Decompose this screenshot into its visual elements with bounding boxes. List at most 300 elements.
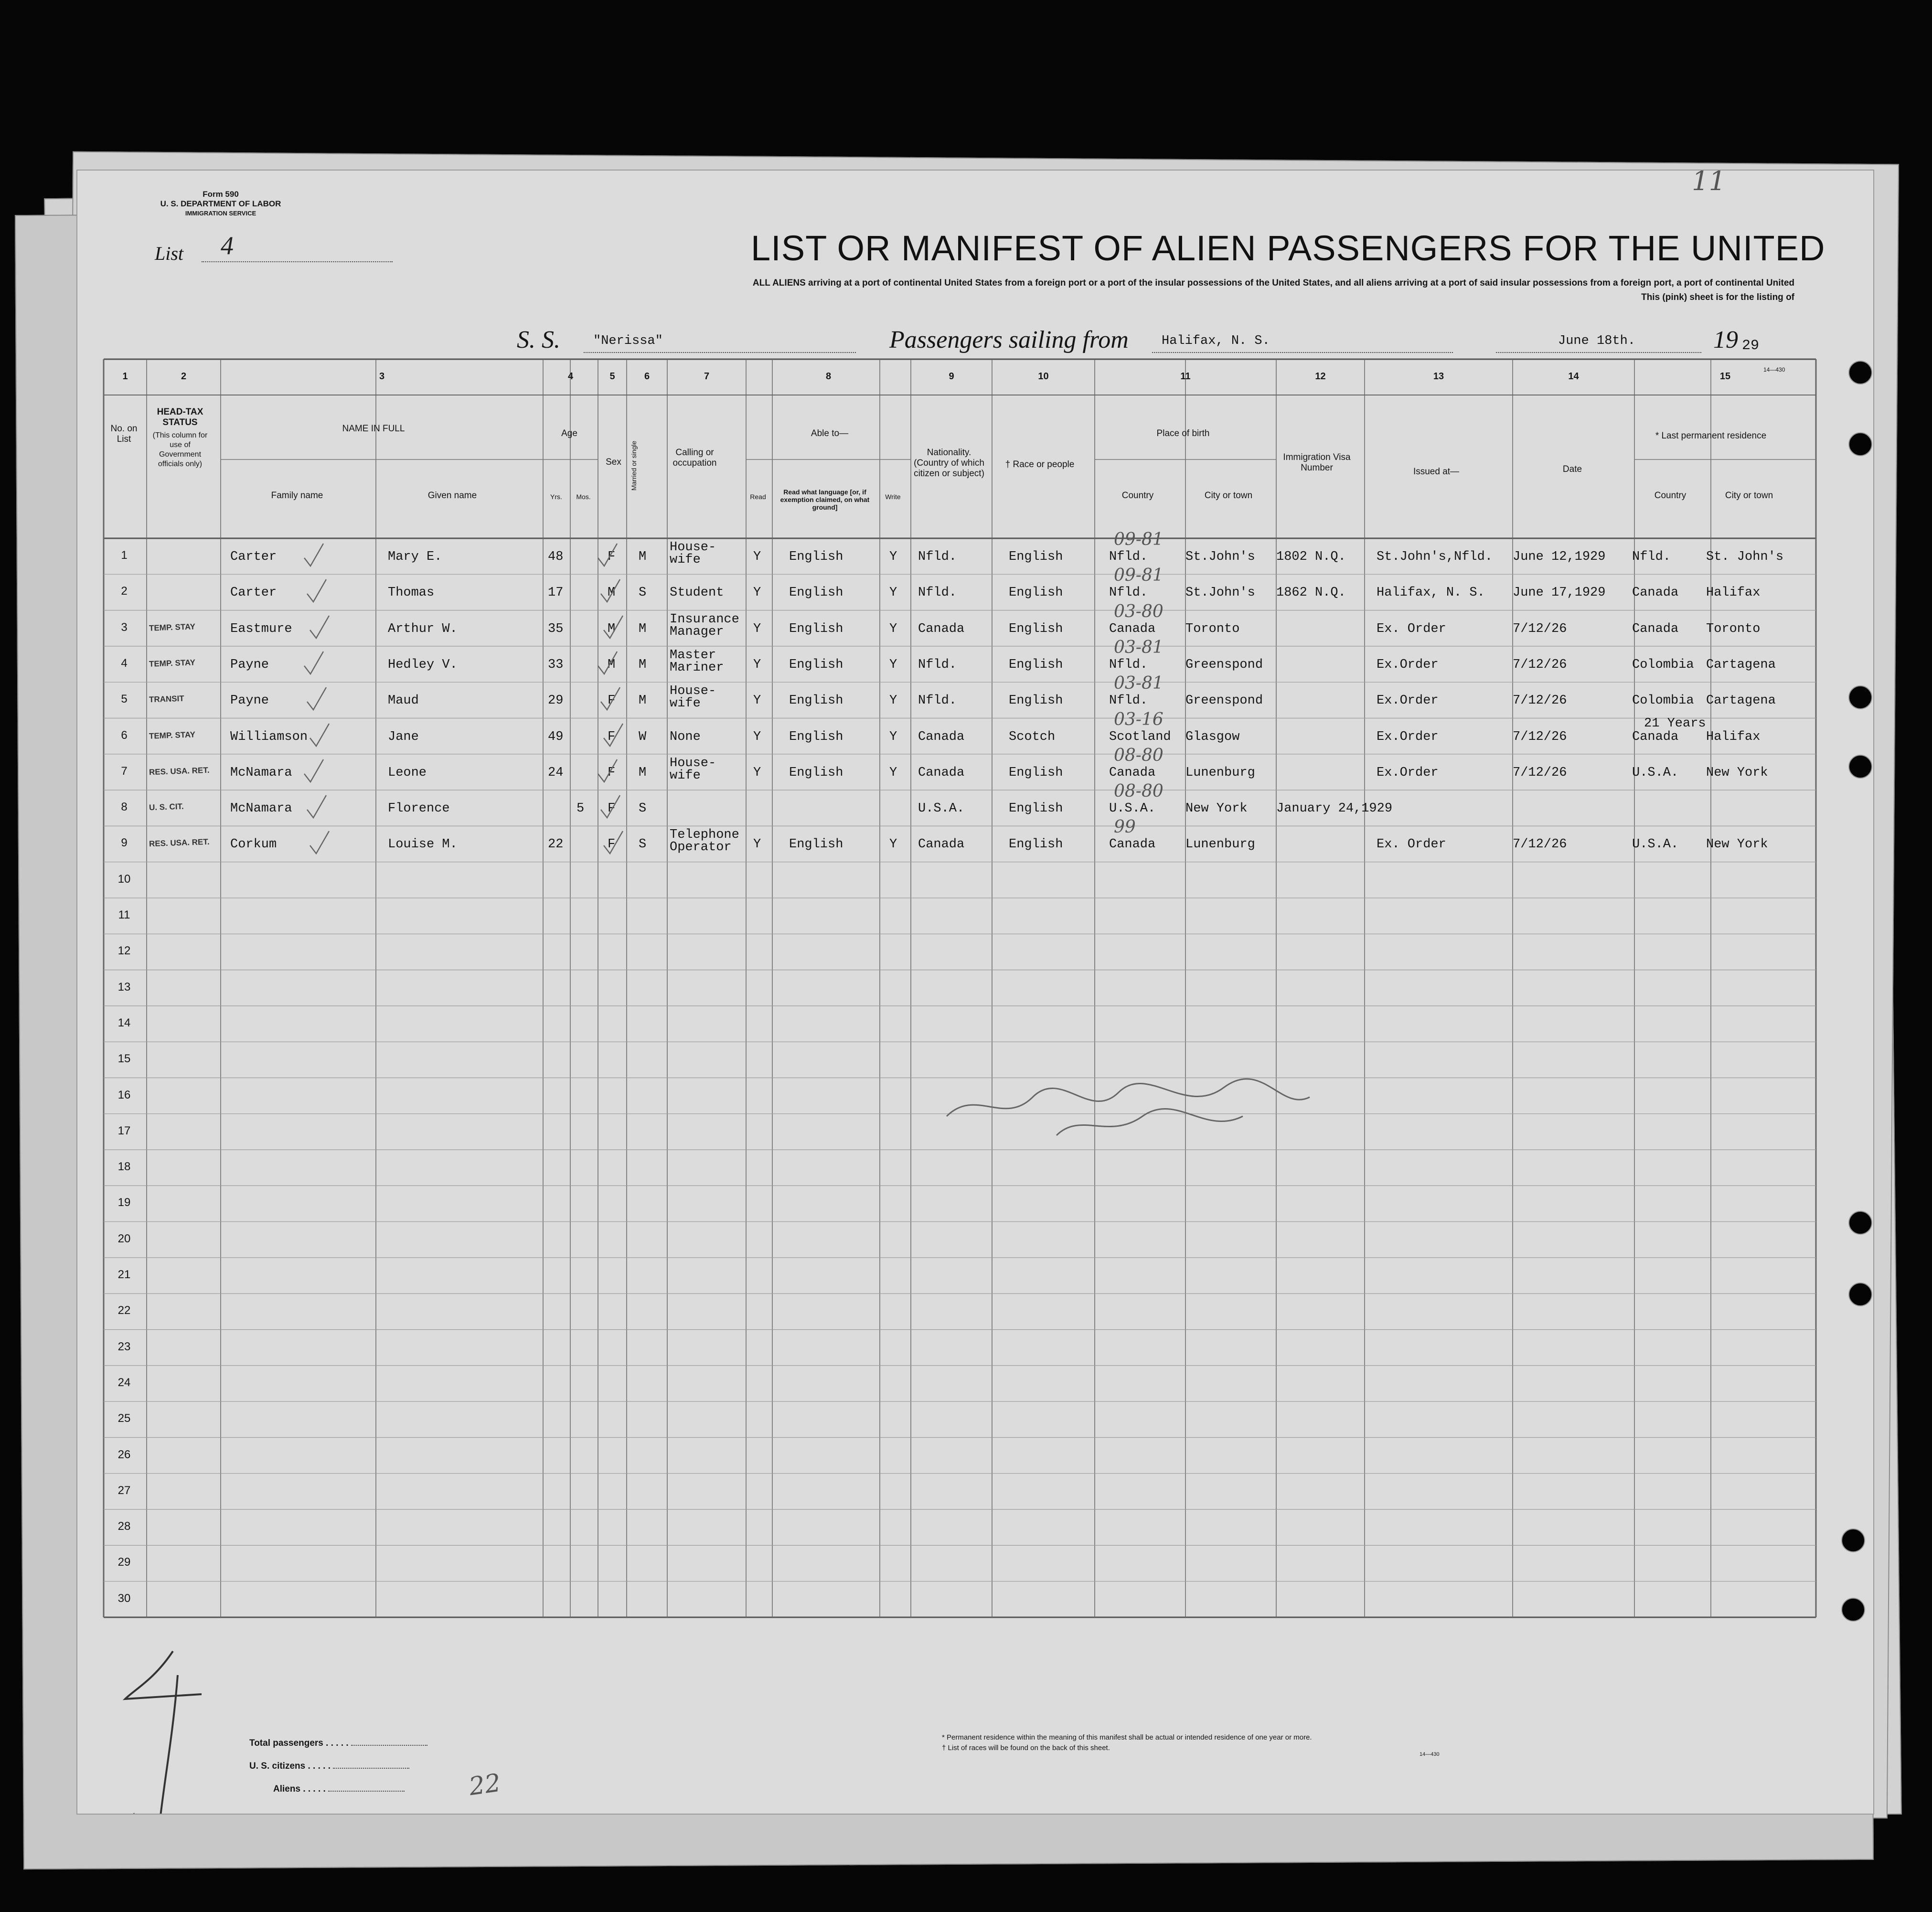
check-mark [596, 757, 619, 786]
can-write: Y [889, 837, 897, 852]
race: English [1009, 621, 1063, 636]
row-number: 17 [117, 1124, 131, 1137]
residence-country: Canada [1632, 586, 1679, 600]
row-number: 25 [117, 1412, 131, 1425]
handwritten-signature [937, 1059, 1319, 1145]
family-name: Carter [230, 550, 277, 564]
sailing-label: Passengers sailing from [889, 326, 1129, 353]
can-read: Y [753, 550, 761, 564]
marital-status: S [639, 837, 647, 852]
header-race: † Race or people [1005, 459, 1075, 470]
occupation: House- wife [670, 684, 716, 711]
header-head-tax-note: (This column for use of Government officials only) [152, 431, 208, 468]
year-suffix: 29 [1742, 338, 1760, 354]
handwritten-code: 08-80 [1114, 781, 1163, 801]
visa-issued-at: Ex. Order [1377, 837, 1446, 852]
race: English [1009, 550, 1063, 564]
row-number: 5 [121, 693, 128, 706]
row-number: 24 [117, 1376, 131, 1389]
birth-city: St.John's [1185, 550, 1255, 564]
row-number: 22 [117, 1304, 131, 1317]
nationality: Canada [918, 837, 965, 852]
check-mark [305, 793, 329, 822]
row-number: 10 [117, 872, 131, 886]
visa-number: 1862 N.Q. [1276, 586, 1346, 600]
total-passengers-dots: . . . . . [326, 1738, 349, 1748]
birth-country: U.S.A. [1109, 801, 1156, 816]
residence-city: Cartagena [1706, 694, 1776, 708]
header-place-of-birth: Place of birth [1156, 428, 1210, 438]
birth-city: Glasgow [1185, 729, 1240, 744]
service-name: IMMIGRATION SERVICE [185, 210, 256, 217]
aliens-dots: . . . . . [303, 1784, 326, 1794]
header-age: Age [561, 428, 577, 438]
given-name: Maud [388, 694, 419, 708]
table-row [77, 709, 1845, 754]
given-name: Louise M. [388, 837, 458, 852]
occupation: House- wife [670, 540, 716, 567]
read-language: English [789, 586, 843, 600]
birth-city: Greenspond [1185, 694, 1263, 708]
punch-hole [1848, 432, 1872, 456]
header-birth-country: Country [1121, 491, 1154, 501]
race: English [1009, 657, 1063, 672]
check-mark [308, 613, 331, 642]
year-prefix: 19 [1713, 326, 1738, 353]
birth-country: Nfld. [1109, 657, 1148, 672]
occupation: None [670, 729, 701, 744]
punch-hole [1848, 1282, 1872, 1306]
row-number: 14 [117, 1016, 131, 1029]
header-read: Read [750, 493, 766, 501]
list-number: 4 [221, 231, 234, 260]
read-language: English [789, 621, 843, 636]
punch-hole [1841, 1598, 1865, 1622]
family-name: Corkum [230, 837, 277, 852]
marital-status: W [639, 729, 647, 744]
footer-pen-mark [106, 1642, 230, 1815]
visa-date: 7/12/26 [1513, 837, 1567, 852]
row-number: 29 [117, 1556, 131, 1569]
row-number: 3 [121, 620, 128, 634]
birth-country: Scotland [1109, 729, 1171, 744]
header-res-country: Country [1654, 491, 1686, 501]
handwritten-code: 03-16 [1114, 709, 1163, 729]
footer-aliens [273, 1784, 405, 1795]
row-number: 2 [121, 585, 128, 598]
handwritten-code: 09-81 [1114, 566, 1163, 586]
race: English [1009, 801, 1063, 816]
can-write: Y [889, 765, 897, 780]
check-mark [601, 829, 625, 857]
age-years: 48 [548, 550, 564, 564]
footer-us-citizens [249, 1761, 409, 1772]
us-citizens-dots: . . . . . [308, 1761, 331, 1771]
sex: M [608, 621, 616, 636]
us-citizens-line [333, 1768, 409, 1769]
marital-status: M [639, 550, 647, 564]
column-number: 7 [704, 371, 710, 382]
row-number: 26 [117, 1448, 131, 1461]
visa-issued-at: Halifax, N. S. [1377, 586, 1485, 600]
given-name: Florence [388, 801, 450, 816]
family-name: Williamson [230, 729, 308, 744]
row-number: 21 [117, 1268, 131, 1281]
family-name: Eastmure [230, 621, 292, 636]
check-mark [601, 721, 625, 750]
sex: M [608, 657, 616, 672]
check-mark [596, 541, 619, 570]
sex: F [608, 550, 616, 564]
instructions-line-1: ALL ALIENS arriving at a port of continental United States from a foreign port or a port of the insular possessions of the United States, and all aliens arriving at a port of said insular possessions from a foreign port, a port of continental United [752, 278, 1794, 288]
residence-country: Colombia [1632, 657, 1694, 672]
footnote-races: † List of races will be found on the back of this sheet. [942, 1744, 1110, 1752]
row-number: 8 [121, 801, 128, 814]
row-number: 20 [117, 1232, 131, 1245]
residence-city: St. John's [1706, 550, 1784, 564]
check-mark [308, 829, 331, 857]
race: English [1009, 586, 1063, 600]
column-number: 9 [949, 371, 954, 382]
header-sex: Sex [606, 457, 621, 467]
sex: F [608, 765, 616, 780]
nationality: Nfld. [918, 550, 957, 564]
header-last-residence: * Last permanent residence [1655, 431, 1767, 441]
check-mark [302, 649, 326, 678]
instructions-line-2: This (pink) sheet is for the listing of [1641, 292, 1794, 302]
header-given-name: Given name [427, 491, 477, 501]
sex: F [608, 837, 616, 852]
visa-date: 7/12/26 [1513, 621, 1567, 636]
birth-city: Lunenburg [1185, 765, 1255, 780]
age-years: 35 [548, 621, 564, 636]
header-married: Married or single [630, 440, 638, 491]
family-name: McNamara [230, 765, 292, 780]
check-mark [308, 721, 331, 750]
residence-country: U.S.A. [1632, 837, 1679, 852]
nationality: Canada [918, 765, 965, 780]
check-mark [596, 649, 619, 678]
can-write: Y [889, 586, 897, 600]
handwritten-page-count: 22 [467, 1768, 503, 1802]
table-row [77, 817, 1845, 862]
row-number: 28 [117, 1520, 131, 1533]
sex: F [608, 729, 616, 744]
header-family-name: Family name [271, 491, 323, 501]
header-nationality: Nationality. (Country of which citizen or subject) [914, 448, 984, 479]
sailing-date: June 18th. [1558, 334, 1636, 348]
residence-city: New York [1706, 765, 1768, 780]
visa-issued-at: Ex.Order [1377, 694, 1439, 708]
age-years: 17 [548, 586, 564, 600]
row-number: 27 [117, 1484, 131, 1497]
age-years: 49 [548, 729, 564, 744]
visa-number: January 24,1929 [1276, 801, 1393, 816]
residence-city: Toronto [1706, 621, 1761, 636]
birth-country: Nfld. [1109, 550, 1148, 564]
row-number: 19 [117, 1196, 131, 1209]
marital-status: M [639, 694, 647, 708]
corner-number: 11 [1692, 170, 1726, 197]
family-name: Payne [230, 657, 269, 672]
head-tax-stamp: RES. USA. RET. [149, 765, 210, 777]
residence-city: Cartagena [1706, 657, 1776, 672]
table-row [77, 601, 1845, 646]
occupation: Student [670, 586, 724, 600]
punch-hole [1848, 1211, 1872, 1235]
given-name: Thomas [388, 586, 435, 600]
race: English [1009, 837, 1063, 852]
read-language: English [789, 550, 843, 564]
header-res-city: City or town [1725, 491, 1773, 501]
row-number: 13 [117, 980, 131, 993]
ss-label: S. S. [517, 326, 560, 353]
column-number: 12 [1315, 371, 1326, 382]
row-number: 30 [117, 1592, 131, 1605]
age-years: 33 [548, 657, 564, 672]
ship-name: "Nerissa" [593, 334, 663, 348]
can-write: Y [889, 550, 897, 564]
row-number: 1 [121, 549, 128, 562]
column-number: 3 [379, 371, 385, 382]
table-row [77, 566, 1845, 610]
footnote-residence: * Permanent residence within the meaning of this manifest shall be actual or intended residence of one year or more. [942, 1733, 1312, 1741]
residence-city: Halifax [1706, 729, 1761, 744]
head-tax-stamp: U. S. CIT. [149, 801, 184, 812]
age-years: 24 [548, 765, 564, 780]
row-number: 23 [117, 1340, 131, 1353]
header-no-on-list: No. on List [110, 424, 138, 444]
nationality: Canada [918, 729, 965, 744]
table-row [77, 745, 1845, 790]
age-months: 5 [576, 801, 585, 816]
family-name: Carter [230, 586, 277, 600]
read-language: English [789, 694, 843, 708]
head-tax-stamp: RES. USA. RET. [149, 837, 210, 849]
read-language: English [789, 765, 843, 780]
given-name: Mary E. [388, 550, 442, 564]
handwritten-code: 03-80 [1114, 601, 1163, 621]
visa-issued-at: Ex. Order [1377, 621, 1446, 636]
nationality: Nfld. [918, 586, 957, 600]
top-code: 14—430 [1763, 366, 1785, 373]
given-name: Leone [388, 765, 427, 780]
marital-status: M [639, 621, 647, 636]
handwritten-code: 09-81 [1114, 530, 1163, 549]
can-read: Y [753, 729, 761, 744]
can-read: Y [753, 586, 761, 600]
visa-date: 7/12/26 [1513, 694, 1567, 708]
birth-city: Greenspond [1185, 657, 1263, 672]
table-row [77, 530, 1845, 574]
family-name: Payne [230, 694, 269, 708]
marital-status: M [639, 765, 647, 780]
header-calling: Calling or occupation [672, 448, 717, 468]
punch-hole [1848, 361, 1872, 385]
marital-status: S [639, 801, 647, 816]
table-grid [77, 171, 1873, 1814]
visa-issued-at: Ex.Order [1377, 729, 1439, 744]
birth-country: Canada [1109, 765, 1156, 780]
header-head-tax: HEAD-TAX STATUS [157, 407, 203, 427]
can-read: Y [753, 657, 761, 672]
visa-date: June 17,1929 [1513, 586, 1606, 600]
column-number: 13 [1433, 371, 1444, 382]
nationality: Nfld. [918, 694, 957, 708]
race: English [1009, 765, 1063, 780]
residence-duration: 21 Years [1644, 716, 1706, 731]
department-name: U. S. DEPARTMENT OF LABOR [160, 199, 281, 208]
header-able-to: Able to— [811, 428, 849, 438]
column-number: 5 [609, 371, 615, 382]
residence-country: U.S.A. [1632, 765, 1679, 780]
check-mark [601, 613, 625, 642]
column-number: 11 [1180, 371, 1191, 382]
visa-date: 7/12/26 [1513, 729, 1567, 744]
age-years: 22 [548, 837, 564, 852]
us-citizens-label: U. S. citizens [249, 1761, 306, 1771]
residence-country: Nfld. [1632, 550, 1671, 564]
age-years: 29 [548, 694, 564, 708]
birth-country: Canada [1109, 837, 1156, 852]
header-mos: Mos. [576, 493, 591, 501]
footer-total-passengers [249, 1738, 427, 1749]
total-passengers-line [351, 1745, 427, 1746]
handwritten-code: 03-81 [1114, 673, 1163, 694]
read-language: English [789, 729, 843, 744]
header-issued-at: Issued at— [1413, 467, 1460, 477]
row-number: 7 [121, 764, 128, 778]
can-write: Y [889, 694, 897, 708]
nationality: U.S.A. [918, 801, 965, 816]
punch-hole [1841, 1528, 1865, 1552]
row-number: 18 [117, 1160, 131, 1174]
header-date: Date [1562, 464, 1582, 474]
residence-country: Colombia [1632, 694, 1694, 708]
head-tax-stamp: TEMP. STAY [149, 729, 196, 741]
residence-city: Halifax [1706, 586, 1761, 600]
manifest-sheet [76, 170, 1874, 1815]
given-name: Hedley V. [388, 657, 458, 672]
row-number: 15 [117, 1052, 131, 1066]
punch-hole [1848, 685, 1872, 709]
departure-port: Halifax, N. S. [1162, 334, 1270, 348]
header-yrs: Yrs. [550, 493, 562, 501]
handwritten-code: 99 [1114, 817, 1136, 837]
family-name: McNamara [230, 801, 292, 816]
handwritten-code: 03-81 [1114, 637, 1163, 657]
check-mark [598, 577, 622, 606]
birth-country: Canada [1109, 621, 1156, 636]
birth-city: Toronto [1185, 621, 1240, 636]
nationality: Nfld. [918, 657, 957, 672]
check-mark [305, 685, 329, 714]
nationality: Canada [918, 621, 965, 636]
visa-issued-at: St.John's,Nfld. [1377, 550, 1493, 564]
residence-country: Canada [1632, 729, 1679, 744]
header-read-language: Read what language [or, if exemption claimed, on what ground] [780, 488, 870, 511]
column-number: 6 [644, 371, 650, 382]
occupation: Telephone Operator [670, 828, 739, 855]
occupation: Insurance Manager [670, 612, 739, 639]
head-tax-stamp: TRANSIT [149, 694, 184, 705]
given-name: Arthur W. [388, 621, 458, 636]
can-write: Y [889, 621, 897, 636]
column-number: 15 [1719, 371, 1731, 382]
sex: M [608, 586, 616, 600]
visa-date: June 12,1929 [1513, 550, 1606, 564]
visa-number: 1802 N.Q. [1276, 550, 1346, 564]
footer-code: 14—430 [1420, 1752, 1440, 1757]
visa-issued-at: Ex.Order [1377, 657, 1439, 672]
handwritten-code: 08-80 [1114, 745, 1163, 765]
row-number: 6 [121, 728, 128, 742]
birth-country: Nfld. [1109, 586, 1148, 600]
head-tax-stamp: TEMP. STAY [149, 621, 196, 633]
birth-country: Nfld. [1109, 694, 1148, 708]
aliens-label: Aliens [273, 1784, 301, 1794]
table-row [77, 637, 1845, 682]
header-write: Write [885, 493, 901, 501]
row-number: 4 [121, 656, 128, 670]
column-number: 4 [567, 371, 574, 382]
check-mark [302, 541, 326, 570]
row-number: 9 [121, 836, 128, 850]
read-language: English [789, 657, 843, 672]
header-name-in-full: NAME IN FULL [342, 424, 405, 434]
column-number: 1 [122, 371, 128, 382]
check-mark [305, 577, 329, 606]
check-mark [598, 685, 622, 714]
form-number: Form 590 [203, 190, 239, 199]
total-passengers-label: Total passengers [249, 1738, 323, 1748]
race: Scotch [1009, 729, 1056, 744]
header-birth-city: City or town [1204, 491, 1253, 501]
table-row [77, 781, 1845, 826]
sex: F [608, 694, 616, 708]
column-number: 2 [181, 371, 187, 382]
marital-status: M [639, 657, 647, 672]
head-tax-stamp: TEMP. STAY [149, 658, 196, 669]
column-number: 14 [1568, 371, 1579, 382]
row-number: 12 [117, 944, 131, 958]
table-row [77, 673, 1845, 718]
list-label: List [155, 243, 184, 264]
check-mark [302, 757, 326, 786]
page-title: LIST OR MANIFEST OF ALIEN PASSENGERS FOR THE UNITED [751, 228, 1825, 268]
birth-city: Lunenburg [1185, 837, 1255, 852]
race: English [1009, 694, 1063, 708]
occupation: Master Mariner [670, 648, 724, 675]
birth-city: St.John's [1185, 586, 1255, 600]
marital-status: S [639, 586, 647, 600]
visa-date: 7/12/26 [1513, 765, 1567, 780]
header-visa-number: Immigration Visa Number [1283, 452, 1351, 473]
can-read: Y [753, 694, 761, 708]
can-read: Y [753, 621, 761, 636]
aliens-line [328, 1791, 405, 1792]
visa-date: 7/12/26 [1513, 657, 1567, 672]
can-read: Y [753, 765, 761, 780]
occupation: House- wife [670, 756, 716, 783]
residence-country: Canada [1632, 621, 1679, 636]
punch-hole [1848, 755, 1872, 779]
visa-issued-at: Ex.Order [1377, 765, 1439, 780]
can-write: Y [889, 729, 897, 744]
row-number: 16 [117, 1088, 131, 1101]
read-language: English [789, 837, 843, 852]
residence-city: New York [1706, 837, 1768, 852]
